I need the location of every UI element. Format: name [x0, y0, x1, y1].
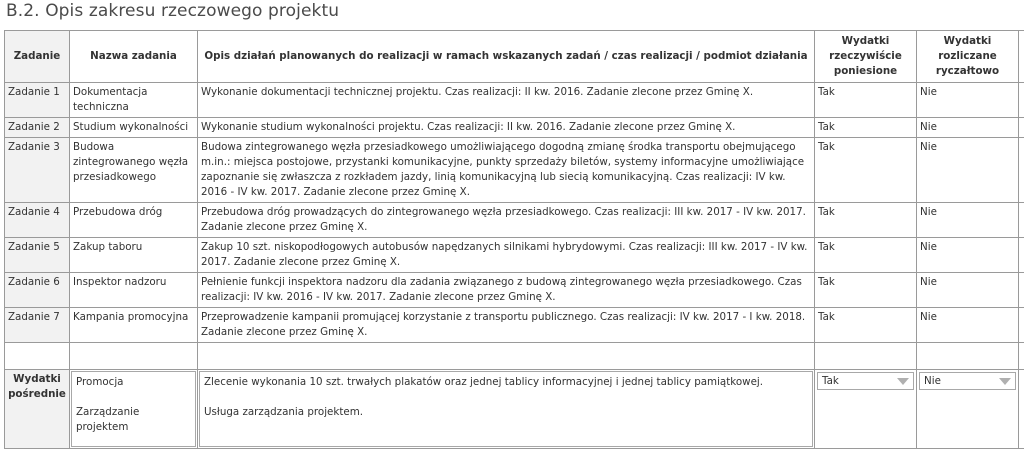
indirect-names-textarea[interactable] — [71, 371, 196, 447]
row-zadanie: Zadanie 5 — [5, 238, 70, 273]
table-row — [5, 138, 1024, 203]
row-overflow — [1019, 83, 1024, 118]
indirect-names-cell — [70, 370, 198, 449]
wydatki-rzeczywiscie-select[interactable] — [817, 372, 914, 390]
spacer-cell — [815, 343, 917, 370]
row-zadanie: Zadanie 2 — [5, 118, 70, 138]
spacer-row — [5, 343, 1024, 370]
header-wydatki-rzeczywiscie: Wydatki rzeczywiście poniesione — [815, 31, 917, 83]
row-nazwa[interactable]: Budowa zintegrowanego węzła przesiadkowego — [70, 138, 198, 203]
row-wydatki-ryczaltowo[interactable]: Nie — [917, 273, 1019, 308]
chevron-down-icon — [897, 378, 909, 385]
row-wydatki-rzeczywiscie[interactable]: Tak — [815, 83, 917, 118]
select-value: Nie — [924, 375, 941, 387]
row-wydatki-rzeczywiscie[interactable]: Tak — [815, 238, 917, 273]
indirect-costs-row — [5, 370, 1024, 449]
table-row — [5, 203, 1024, 238]
row-overflow — [1019, 308, 1024, 343]
table-row — [5, 238, 1024, 273]
row-zadanie: Zadanie 6 — [5, 273, 70, 308]
row-nazwa[interactable]: Dokumentacja techniczna — [70, 83, 198, 118]
project-scope-table — [4, 30, 1024, 449]
row-overflow — [1019, 138, 1024, 203]
section-title: B.2. Opis zakresu rzeczowego projektu — [6, 1, 339, 21]
row-nazwa[interactable]: Kampania promocyjna — [70, 308, 198, 343]
chevron-down-icon — [999, 378, 1011, 385]
row-opis[interactable]: Przeprowadzenie kampanii promującej korzystanie z transportu publicznego. Czas realizacji: IV kw. 2017 - I kw. 2018. Zadanie zlecone przez Gminę X. — [198, 308, 815, 343]
row-overflow — [1019, 273, 1024, 308]
row-wydatki-rzeczywiscie[interactable]: Tak — [815, 138, 917, 203]
indirect-desc-zarzadzanie: Usługa zarządzania projektem. — [204, 405, 808, 420]
row-wydatki-ryczaltowo[interactable]: Nie — [917, 238, 1019, 273]
row-overflow — [1019, 203, 1024, 238]
table-row — [5, 308, 1024, 343]
indirect-name-promocja: Promocja — [76, 375, 191, 390]
table-row — [5, 118, 1024, 138]
row-wydatki-rzeczywiscie[interactable]: Tak — [815, 308, 917, 343]
row-wydatki-ryczaltowo[interactable]: Nie — [917, 118, 1019, 138]
row-nazwa[interactable]: Inspektor nadzoru — [70, 273, 198, 308]
select-value: Tak — [822, 375, 839, 387]
row-opis[interactable]: Pełnienie funkcji inspektora nadzoru dla zadania związanego z budową zintegrowanego węzła przesiadkowego. Czas realizacji: IV kw. 2016 - IV kw. 2017. Zadanie zlecone przez Gminę X. — [198, 273, 815, 308]
indirect-description-textarea[interactable] — [199, 371, 813, 447]
spacer-cell — [1019, 343, 1024, 370]
row-wydatki-ryczaltowo[interactable]: Nie — [917, 138, 1019, 203]
row-opis[interactable]: Zakup 10 szt. niskopodłogowych autobusów napędzanych silnikami hybrydowymi. Czas realizacji: III kw. 2017 - IV kw. 2017. Zadanie zlecone przez Gminę X. — [198, 238, 815, 273]
row-opis[interactable]: Przebudowa dróg prowadzących do zintegrowanego węzła przesiadkowego. Czas realizacji: III kw. 2017 - IV kw. 2017. Zadanie zlecone przez Gminę X. — [198, 203, 815, 238]
header-zadanie: Zadanie — [5, 31, 70, 83]
indirect-name-zarzadzanie: Zarządzanie projektem — [76, 405, 191, 435]
row-nazwa[interactable]: Przebudowa dróg — [70, 203, 198, 238]
row-zadanie: Zadanie 3 — [5, 138, 70, 203]
table-header-row — [5, 31, 1024, 83]
indirect-rycz-cell — [917, 370, 1019, 449]
row-wydatki-rzeczywiscie[interactable]: Tak — [815, 273, 917, 308]
spacer-cell — [70, 343, 198, 370]
row-overflow — [1019, 238, 1024, 273]
spacer-cell — [5, 343, 70, 370]
header-opis-dzialan: Opis działań planowanych do realizacji w ramach wskazanych zadań / czas realizacji / podmiot działania — [198, 31, 815, 83]
row-wydatki-ryczaltowo[interactable]: Nie — [917, 308, 1019, 343]
spacer-cell — [917, 343, 1019, 370]
indirect-costs-label: Wydatki pośrednie — [5, 370, 70, 449]
header-wydatki-ryczaltowo: Wydatki rozliczane ryczałtowo — [917, 31, 1019, 83]
row-overflow — [1019, 370, 1024, 449]
indirect-desc-cell — [198, 370, 815, 449]
header-overflow — [1019, 31, 1024, 83]
table-row — [5, 273, 1024, 308]
row-overflow — [1019, 118, 1024, 138]
row-zadanie: Zadanie 7 — [5, 308, 70, 343]
row-wydatki-rzeczywiscie[interactable]: Tak — [815, 118, 917, 138]
row-wydatki-ryczaltowo[interactable]: Nie — [917, 83, 1019, 118]
wydatki-ryczaltowo-select[interactable] — [919, 372, 1016, 390]
row-nazwa[interactable]: Studium wykonalności — [70, 118, 198, 138]
indirect-rzecz-cell — [815, 370, 917, 449]
row-nazwa[interactable]: Zakup taboru — [70, 238, 198, 273]
row-zadanie: Zadanie 4 — [5, 203, 70, 238]
spacer-cell — [198, 343, 815, 370]
header-nazwa-zadania: Nazwa zadania — [70, 31, 198, 83]
row-wydatki-rzeczywiscie[interactable]: Tak — [815, 203, 917, 238]
row-zadanie: Zadanie 1 — [5, 83, 70, 118]
row-opis[interactable]: Budowa zintegrowanego węzła przesiadkowego umożliwiającego dogodną zmianę środka transportu obejmującego m.in.: miejsca postojowe, przystanki komunikacyjne, punkty sprzedaży biletów, systemy informacyjne umożliwiające zapoznanie się zwłaszcza z rozkładem jazdy, linią komunikacyjną lub siecią komunikacyjną. Czas realizacji: IV kw. 2016 - IV kw. 2017. Zadanie zlecone przez Gminę X. — [198, 138, 815, 203]
table-row — [5, 83, 1024, 118]
row-opis[interactable]: Wykonanie studium wykonalności projektu. Czas realizacji: II kw. 2016. Zadanie zlecone przez Gminę X. — [198, 118, 815, 138]
row-wydatki-ryczaltowo[interactable]: Nie — [917, 203, 1019, 238]
indirect-desc-promocja: Zlecenie wykonania 10 szt. trwałych plakatów oraz jednej tablicy informacyjnej i jednej tablicy pamiątkowej. — [204, 375, 808, 390]
row-opis[interactable]: Wykonanie dokumentacji technicznej projektu. Czas realizacji: II kw. 2016. Zadanie zlecone przez Gminę X. — [198, 83, 815, 118]
